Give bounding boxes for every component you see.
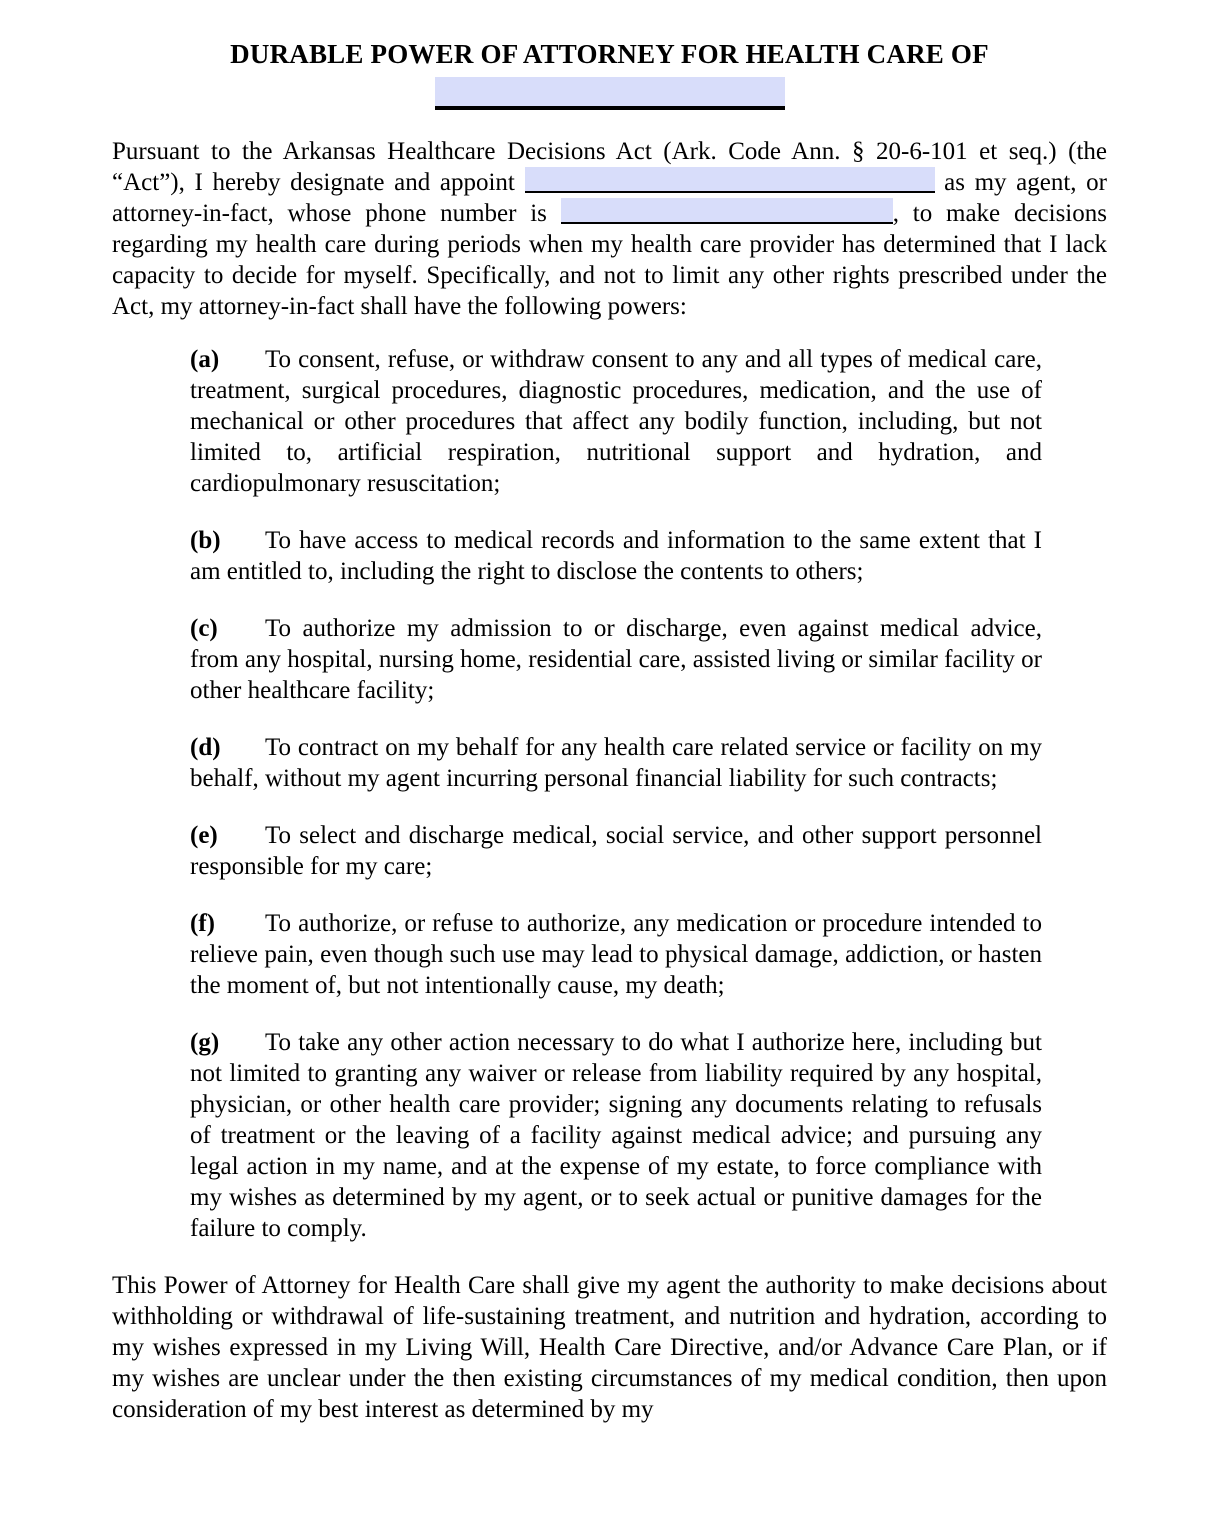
principal-name-field-row xyxy=(112,77,1107,110)
power-item-e-text: To select and discharge medical, social service, and other support personnel responsible for my care; xyxy=(190,822,1042,880)
power-item-a-text: To consent, refuse, or withdraw consent to any and all types of medical care, treatment, surgical procedures, diagnostic procedures, medication, and the use of mechanical or other procedures that affect any bodily function, including, but not limited to, artificial respiration, nutritional support and hydration, and cardiopulmonary resuscitation; xyxy=(190,346,1042,497)
power-item-f-text: To authorize, or refuse to authorize, any medication or procedure intended to relieve pain, even though such use may lead to physical damage, addiction, or hasten the moment of, but not intentionally cause, my death; xyxy=(190,910,1042,999)
power-item-e xyxy=(190,820,1042,882)
power-item-a-label: (a) xyxy=(190,346,220,373)
agent-phone-field[interactable] xyxy=(561,198,893,224)
document-title: DURABLE POWER OF ATTORNEY FOR HEALTH CARE OF xyxy=(230,39,989,69)
power-item-d-label: (d) xyxy=(190,734,221,761)
power-item-c xyxy=(190,613,1042,706)
principal-name-field[interactable] xyxy=(435,77,785,110)
power-item-a xyxy=(190,344,1042,499)
power-item-f xyxy=(190,908,1042,1001)
power-item-b-label: (b) xyxy=(190,527,221,554)
intro-paragraph xyxy=(112,136,1107,322)
power-item-b xyxy=(190,525,1042,587)
power-item-d-text: To contract on my behalf for any health care related service or facility on my behalf, without my agent incurring personal financial liability for such contracts; xyxy=(190,734,1042,792)
power-item-g xyxy=(190,1027,1042,1244)
power-item-e-label: (e) xyxy=(190,822,218,849)
powers-list xyxy=(112,344,1107,1244)
intro-text-2: as my agent, or attorney-in-fact, whose phone number is xyxy=(112,169,1108,227)
power-item-g-label: (g) xyxy=(190,1029,220,1056)
power-item-c-label: (c) xyxy=(190,615,218,642)
intro-text-1: Pursuant to the Arkansas Healthcare Decisions Act (Ark. Code Ann. § 20-6-101 et seq.) (the “Act”), I hereby designate and appoint xyxy=(112,138,1107,196)
agent-name-field[interactable] xyxy=(525,167,935,193)
power-item-d xyxy=(190,732,1042,794)
power-item-c-text: To authorize my admission to or discharge, even against medical advice, from any hospital, nursing home, residential care, assisted living or similar facility or other healthcare facility; xyxy=(190,615,1042,704)
power-item-b-text: To have access to medical records and information to the same extent that I am entitled to, including the right to disclose the contents to others; xyxy=(190,527,1042,585)
intro-text-3: , to make decisions regarding my health care during periods when my health care provider has determined that I lack capacity to decide for myself. Specifically, and not to limit any other rights prescribed under the Act, my attorney-in-fact shall have the following powers: xyxy=(112,200,1107,320)
power-item-f-label: (f) xyxy=(190,910,215,937)
closing-paragraph: This Power of Attorney for Health Care shall give my agent the authority to make decisions about withholding or withdrawal of life-sustaining treatment, and nutrition and hydration, according to my wishes expressed in my Living Will, Health Care Directive, and/or Advance Care Plan, or if my wishes are unclear under the then existing circumstances of my medical condition, then upon consideration of my best interest as determined by my xyxy=(112,1272,1107,1423)
power-item-g-text: To take any other action necessary to do what I authorize here, including but not limited to granting any waiver or release from liability required by any hospital, physician, or other health care provider; signing any documents relating to refusals of treatment or the leaving of a facility against medical advice; and pursuing any legal action in my name, and at the expense of my estate, to force compliance with my wishes as determined by my agent, or to seek actual or punitive damages for the failure to comply. xyxy=(190,1029,1042,1242)
